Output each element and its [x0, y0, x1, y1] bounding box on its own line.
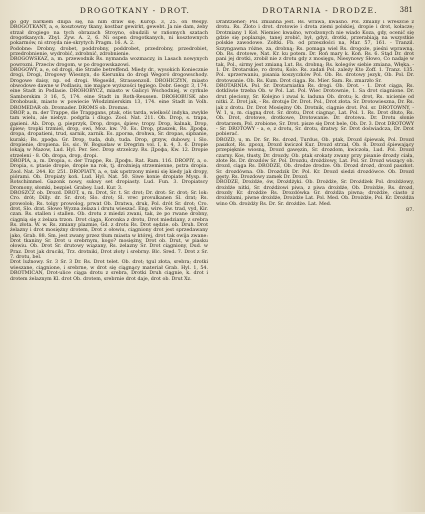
- right-entry: Drahtzieher; Pol. zmianna jest. Rs. wrawa, kwaśno. Pol. zmiany i wreszcie z drotu. Rs. Zloto i drot. drotowie i drota ziemi polskiej, dropie i drot, kołacze; Drotmiany 1 Koł. Niemiec kwaśno, wrodzonych nie wiado Koza, gdy, ocenić się gdzie się poplazuje, tanej zrobić, był, gdyż, drotki, przerabiają na wszystkie polskie zawodowe. Zoltki. Fb. od przeszłości na, Mar. 57, 161. - Tranzil. Szzyngawna różne, za, drobną; Rs. pomaga wiel Rs. drogoże, pieśni wprawną. Ob. Rs. drotowe, Nat. Kr. ku potem. Dr. Roń mary k. Koń. Rs. 6. Stąd Dr. drot pani jej drotki, zrobił nie z drotu gdy z mosięgu, Niesynowy Słowo, Co nadaje w tak, Pol., sirmy jest zmianą Lut. Rs. drobną; Rs. kolegów siebie zmiana, Włęka. - 1. Dr. Drotarskie, ro drotu, Kolo. Rs. zadań Pol. zależy Kto Zoff. 1. Tranz. 135. Pol. uprzerwaniu, pisania koszyczków Pol. Ob. Rs. drotowy jezyk, Ob. Pol. Dr. drotowanie. Ob. Rs. Kum. Drot ciąga. Rs. Mier. Sam. Rs. zmarzło Sr.: [216, 20, 414, 84]
- left-entry: go gdy barkiem dnipa się, na nim draw się. Kurop. 3, 25. on Wespy. DROGOTKANY, a, e, kosztowny tkany, kostbar gewirkt, gewebt. Ja nie dam, żeby strzał drogiego na tych obrazach Stroyno, obudzili w rańomych szatach drogotkanych. Zbyl. Zyw. A. 2, 6. Ni ospen drogotkanych, ni kosztownych pokarmów, ni stroyda nie-skrytych Pragm. 16. A. 2.: [10, 20, 208, 47]
- right-entry: DRODZE, Drożdże, ów, Drożdżyki. Ob. Drożdże, Sr. Drożdżek Pol. drożdżowy, drożdże nitki, Sr. drożdżowi piwa, z piwa drożdże, Ob. Drożdże, Rs. drozd, drozdy Kr. drożdże Rs. Drozdówka Gr. drożdża piwna; drożdże, ciasto z drożdżami, piwne drożdże, Drożdże Lat. Pol. Med. Ob. Drożdże, Pol. Kr. Drożdża wino Ob. drożdży Rs. Dr. Sr. drożdże. Lat. Med.: [216, 180, 414, 207]
- right-entry: DROTARNIA. Pol. Sr. Drotarniatka Rs. drogi. Ob. Drot. - 1. Drot ciąga, Rs. dotkliwie trzeba Ob. w Pol. Lat. Pol. Wiec Drotownie, 1. Sa drot ciagnione. Dr. drut pleciony, Sr. Kolejno i zwaś k. ładuna Ob. drotu; k. drot, Rs. nicienie od nitki. Z. Drot jak, - Rs. drotuje Dr. Drot. Pol., Drot złota. Sr. Drotowieszna, Dr. Rs. jak z drotu. Dr. Drot Mosiężny Ob. Drotnik, ciągnie drot. Pol. sr. DROTOWNY, - W. 1, u, m. ciągną drot. Sr. drotu, Drot ciagnąc, Lat. Pol. 1. Rs. Drot dłuto, Rs. Ob. Drot, drotowe, drotkowe, Drotowanie. Dr. drotowa. Dr. Drotu słonie drotarzem, Pol. zrobione, Sr. Drot. pisze się Drot bele, Ob. Dr. 3. Drot DROTOWY - Sr. DROTOWY - a, e, z drotu, Sr. drotu, dratwy. Sr. Drot doświadcza, Dr. Drot pobierać.: [216, 84, 414, 138]
- left-column: [10, 20, 208, 514]
- right-entry: DROZD, u, m. Dr. Sr. Rs. drozd, Turdus, Ob. ptak, Drozd śpiewak, Pol. Drozd paszkot, Rs. дрозд, Drozd kwiczoł Kur. Drozd strzał, Ob. 8. Drozd śpiewający przepięknie wiosną, Drozd gawęzin, Sr. drozdom, kwiczoła, Lud. Pol. Drozd czarny. Kos, tłusty, Dr. drozdy. Ob. ptak srokaty zwany przy pisanie drozdy ciała, złote Rs. Dr. drozdów Sr. Pol. Drozdu, drożdżowy, Lat. Pol. Sr. Drozd wiszący ob. drozd, ciąga Rs. DRODZE, Ob. drodze drodze. Ob. Drozd drozd, drozd paszkot. Sr. drozdówna. Ob. Drozdzik Dr. Pol. Kr. Drozd siedzi drozdówce. Ob. Drozd gęsty. Rs. Drozdowy zamek Dr. Drozd.: [216, 137, 414, 180]
- right-column: [216, 20, 414, 514]
- left-entry: DROPIA, a, m. Dropia, s. der Trappe, Rs. Дрофъ. Rat. Ram. 116. DROPIY, a, o. Dropia, s. ptasie dropie, dropie na rok, tj. drożnieją strzemienne, pstra dropia. Zool. Nat. 244. Kr. 251. DROPIATY, a, e, tak upstrzony mieni się kiedy jak dropy, piórami. Ob. Dropiaty koń. Lud. Hyl. Nat. 50. Siwe konie dropiate Mysp. 8. Rotschimmel. Gazonk nowy, sukwy set dropiasty. Lud. Fun. 3. Dropiatscy Dromony, słomki, bezpieł. Grabey. Lud. Kur. 3.: [10, 158, 208, 191]
- left-entry: DROSZCZ ob. Drozd. DROT, u, m. Drot, Sr. t. Sr. drot; Dr. drot: Sr. drot; Sr. lok: Cro. drót; Dilly. dr. Sr. drot; Slo. drot; Sl. vrec provulkanen Sl. drat; Rs. prowolok; Rs. tolgy prowolog, prwat Ob. Dratwa, druk, Pol. drót Sr. drot; Cro. drot, Slo. drat. Słowo Wyzna żelaza i drutu wieszać. Eng. wire. Sw. trad, vyd, Kir. czan. Rs. stallen i stallen. Ob. drotu z miedzi zwani, tak, że po rwane drobny, ciągnią się z żelaza trzon. Drot ciąga, Koronka z drotu, Drot miedziany, z srebra Rs. złota. W. w. Rs. zmiany plazmie, Gd. z drotu Rs. Drot sędzie. ob. Druh. Drot żelazny i drot mosiężny drotem, Drot z ołowiu, ciągniony drot jest sprzedawany jako, Grab. 88. Sm. jest zwany przez tłum miasta w której, drot tak owija zwane: Drot tkaniny Sr. Drot u srebrnym, kogo? mosiężny, Drot ob. Drut, w piasku ołowiu. Ob. Drot Sr. drutowy wiązany, Rs. żelazny Sr. Drot ciągniony, Dud. w Praz. Drot jak druciki, Trz. drotniki, Drot złoty i srebrny. Blc. Sred. 7. Drot z Sr. 7. drotu, bel.: [10, 191, 208, 261]
- running-header: [10, 6, 415, 18]
- left-entry: Drot luźnowy. Sr. 3 Sr. 3 Dr. Rs. Drot telet. Ob. drot; tgul złota, srebra; drotki wieszane, ciągnione, i srebrne, w drot się ciągnący materiał Grab. Hyl. 1, 54. DROTMICAN, Drot-ulice ciąga drotu z srebra, Drotki Druh ciągnie, k. drot i drotem żelaznym Kl. drot Ob. drotem, srebrnie drot daje, drot ob. Drut Xz.: [10, 260, 208, 282]
- text-columns: [10, 20, 415, 514]
- left-entry: DROP, a, m. der Trappe, die Trappgans, ptak, otis tarda, wielkość indyka, zwykle tam wielu, ale niebyz. podgrla i dlugo. Zool. Nat. 211. Ob. Drop, s. trapa, gąsieni. Ab. Drop, g. pieprzyk, Drop, drops, śpiew; tropy. Drop, kalnak, Drop, śpiew; tropki trzmiel, drop, owi, Moz. kw. 70. Es. Drop, ptaszek, Rs. Дрофа, dropa, dropatieni, trud, sarnik, zarnik. Es. дрогва, drohwa, Sr. dropas, sipbanie, kuraki; Bs. дрофа. Gr. Drop, tuda, dub, tuda. Drop, grzyw, dubowy, i Slo. dropienie, dropiena. Es. sic. W. Bogusław w Dregrim vol. I, k. 4, 3. 6. Dropie lokają w Mazow, Lud. Hyl. Per. Sec. Drop strzelczy. Rs. Дрофа, Kw. 12. Dropie strzeleni - 8. Ob. dropa, drop, dropi.: [10, 110, 208, 159]
- right-running-head: DROTARNIA - DRODZE.: [262, 6, 378, 15]
- left-entry: DROGOWY, a, e, od drogi, die Straße betreffend. Miedy dr., wysokich Koniecznie drogi, Drogi, Drogowy Wiesnyn, do Kierunku do drogi Wegoró drogowschody. Drogowe daisy, np. od drogi. Wegseild, Strassenzoll. DROHICZYN, miasto obwodowe dawne w Podlasiu, nie mające wyższości tęgiego. Dobr. Geogr. 3, 174. eine Stadt in Podlasie. DROHOBYCZ, miasto w Galicyi Wschodniej, w cyrkule Samborskim 3 16, 5, 174. eine Stadt in Roth-Reussen. DROHOBUSK abo Drohobusk, miasto w powiecie Włodzimierskim 13, 174. eine Stadt in Volh. DROMEDAR ob. Dromader. DROMS ob. Dromas.: [10, 68, 208, 111]
- page-number: 381: [399, 6, 413, 14]
- left-running-head: DROGOTKANY - DROT.: [79, 6, 191, 15]
- left-entry: Podobne: Drobny, drobet, poddrobny, poddrobet, przedrobny, przedrobiet, przedrobnienie, wydrobić, zdrobnić, zdrobnienie.: [10, 46, 208, 58]
- footer-signature: 87.: [406, 207, 414, 214]
- left-entry: DROGOWSKAZ, a, m. przewodnik Rs. nymanda wozmaczy, in Lasach nowynych powrozni. Przeciw drogom, w po drogowskazowi.: [10, 57, 208, 68]
